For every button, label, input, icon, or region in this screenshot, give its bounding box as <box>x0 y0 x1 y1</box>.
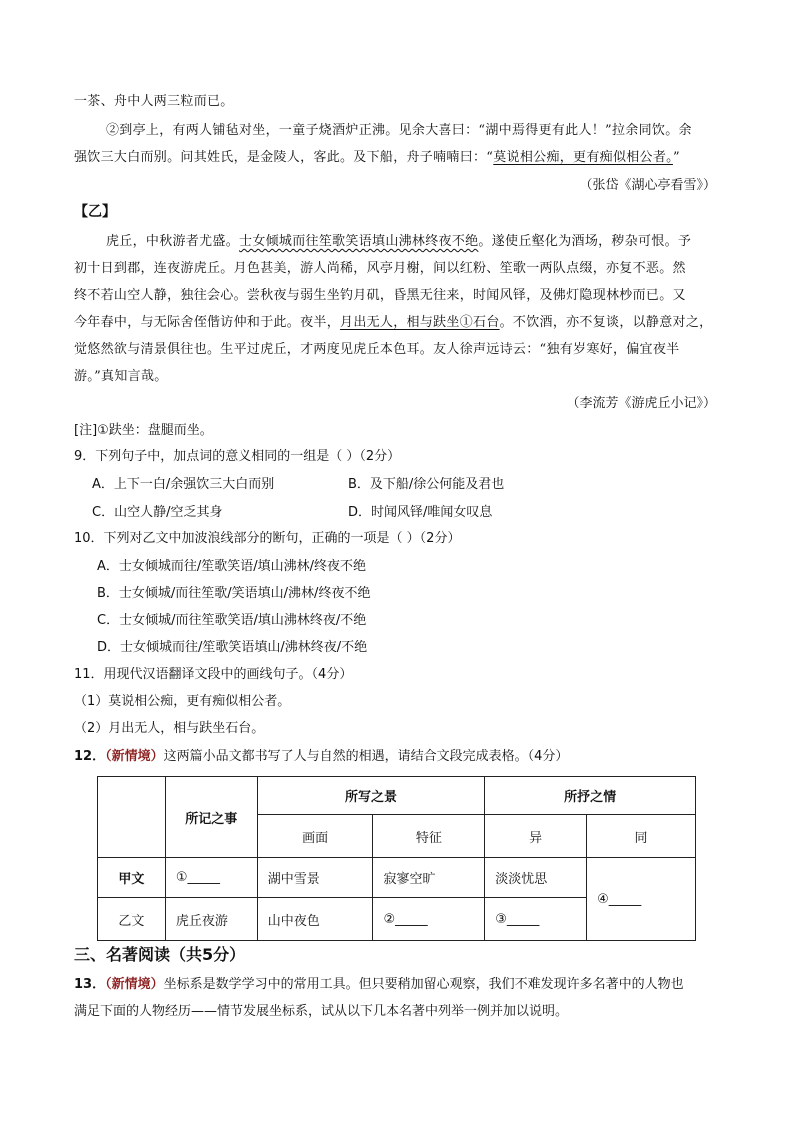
q9-option-a: A．上下一白/余强饮三大白而别 <box>92 477 275 492</box>
yi-line-1 <box>106 232 691 252</box>
jia-para2-line1: ②到亭上，有两人铺毡对坐，一童子烧酒炉正沸。见余大喜曰：“湖中焉得更有此人！”拉余同饮。余 <box>106 123 692 138</box>
yi-heading: 【乙】 <box>74 204 116 220</box>
jia-difference: 淡淡忧思 <box>485 858 587 898</box>
answer-table <box>97 776 696 941</box>
jia-text-end: ” <box>672 150 680 165</box>
header-emotion: 所抒之情 <box>485 777 696 815</box>
yi-line-5: 觉悠然欲与清景俱往也。生平过虎丘，才两度见虎丘本色耳。友人徐声远诗云：“独有岁寒好，偏宜夜半 <box>74 342 680 357</box>
wavy-underlined-phrase: 士女倾城而往笙歌笑语填山沸林终夜不绝 <box>239 234 479 249</box>
q10-option-a: A．士女倾城而往/笙歌笑语/填山沸林/终夜不绝 <box>97 559 367 574</box>
jia-text: 强饮三大白而别。问其姓氏，是金陵人，客此。及下船，舟子喃喃曰：“ <box>74 150 494 165</box>
yi-text: 今年春中，与无际舍侄偕访仲和于此。夜半， <box>74 315 341 330</box>
question-9-stem: 9．下列句子中，加点词的意义相同的一组是（ ）（2分） <box>74 449 401 464</box>
q10-option-b: B．士女倾城/而往笙歌/笑语填山/沸林/终夜不绝 <box>97 586 371 601</box>
header-feature: 特征 <box>373 815 485 858</box>
jia-event-blank[interactable]: ①_____ <box>165 858 257 898</box>
yi-difference-blank[interactable]: ③_____ <box>485 898 587 941</box>
q11-sentence-1: （1）莫说相公痴，更有痴似相公者。 <box>74 694 291 709</box>
yi-line-3: 终不若山空人静，独往会心。尝秋夜与弱生坐钓月矶，昏黑无往来，时闻风铎，及佛灯隐现林杪而已。又 <box>74 288 686 303</box>
yi-feature-blank[interactable]: ②_____ <box>373 898 485 941</box>
question-13-line-2: 满足下面的人物经历——情节发展坐标系，试从以下几本名著中列举一例并加以说明。 <box>74 1004 569 1019</box>
q11-sentence-2: （2）月出无人，相与趺坐石台。 <box>74 721 265 736</box>
q9-option-b: B．及下船/徐公何能及君也 <box>348 477 505 492</box>
q12-number: 12． <box>74 749 106 764</box>
jia-feature: 寂寥空旷 <box>373 858 485 898</box>
yi-text-end: 。遂使丘壑化为酒场，秽杂可恨。予 <box>478 234 692 249</box>
underlined-sentence-2: 月出无人，相与趺坐①石台 <box>340 315 500 330</box>
row-label-jia: 甲文 <box>98 858 166 898</box>
yi-line-6: 游。”真知言哉。 <box>74 369 168 384</box>
question-10-stem: 10．下列对乙文中加波浪线部分的断句，正确的一项是（ ）（2分） <box>74 531 461 546</box>
q13-text: 坐标系是数学学习中的常用工具。但只要稍加留心观察，我们不难发现许多名著中的人物也 <box>163 977 684 992</box>
header-event: 所记之事 <box>165 777 257 858</box>
yi-source: （李流芳《游虎丘小记》） <box>566 396 716 411</box>
q9-option-d: D．时闻风铎/唯闻女叹息 <box>348 505 493 520</box>
row-label-yi: 乙文 <box>98 898 166 941</box>
question-11-stem: 11．用现代汉语翻译文段中的画线句子。（4分） <box>74 667 353 682</box>
yi-event: 虎丘夜游 <box>165 898 257 941</box>
jia-para2-line2 <box>74 148 680 168</box>
question-12-stem <box>74 747 568 767</box>
new-context-tag: （新情境） <box>105 749 164 764</box>
header-same: 同 <box>587 815 696 858</box>
yi-line-2: 初十日到郡，连夜游虎丘。月色甚美，游人尚稀，风亭月榭，间以红粉、笙歌一两队点缀，亦复不恶。然 <box>74 261 686 276</box>
yi-text: 虎丘，中秋游者尤盛。 <box>106 234 240 249</box>
underlined-sentence-1: 莫说相公痴，更有痴似相公者。 <box>493 150 673 165</box>
footnote: [注]①趺坐：盘腿而坐。 <box>74 423 213 438</box>
yi-text-end: 。不饮酒，亦不复谈，以静意对之， <box>499 315 713 330</box>
yi-line-4 <box>74 313 712 333</box>
header-picture: 画面 <box>257 815 373 858</box>
q13-number: 13． <box>74 977 106 992</box>
section-3-title: 三、名著阅读（共5分） <box>74 945 246 964</box>
question-13-line-1 <box>74 975 684 995</box>
jia-source: （张岱《湖心亭看雪》） <box>579 178 716 193</box>
table-corner <box>98 777 166 858</box>
same-emotion-blank[interactable]: ④_____ <box>587 858 696 941</box>
q12-text: 这两篇小品文都书写了人与自然的相遇，请结合文段完成表格。（4分） <box>163 749 569 764</box>
header-difference: 异 <box>485 815 587 858</box>
jia-picture: 湖中雪景 <box>257 858 373 898</box>
jia-line-1: 一茶、舟中人两三粒而已。 <box>74 94 234 109</box>
q9-option-c: C．山空人静/空乏其身 <box>92 505 223 520</box>
header-scene: 所写之景 <box>257 777 485 815</box>
q10-option-c: C．士女倾城/而往笙歌笑语/填山沸林终夜/不绝 <box>97 613 367 628</box>
q10-option-d: D．士女倾城而往/笙歌笑语填山/沸林终夜/不绝 <box>97 640 368 655</box>
new-context-tag: （新情境） <box>105 977 164 992</box>
yi-picture: 山中夜色 <box>257 898 373 941</box>
